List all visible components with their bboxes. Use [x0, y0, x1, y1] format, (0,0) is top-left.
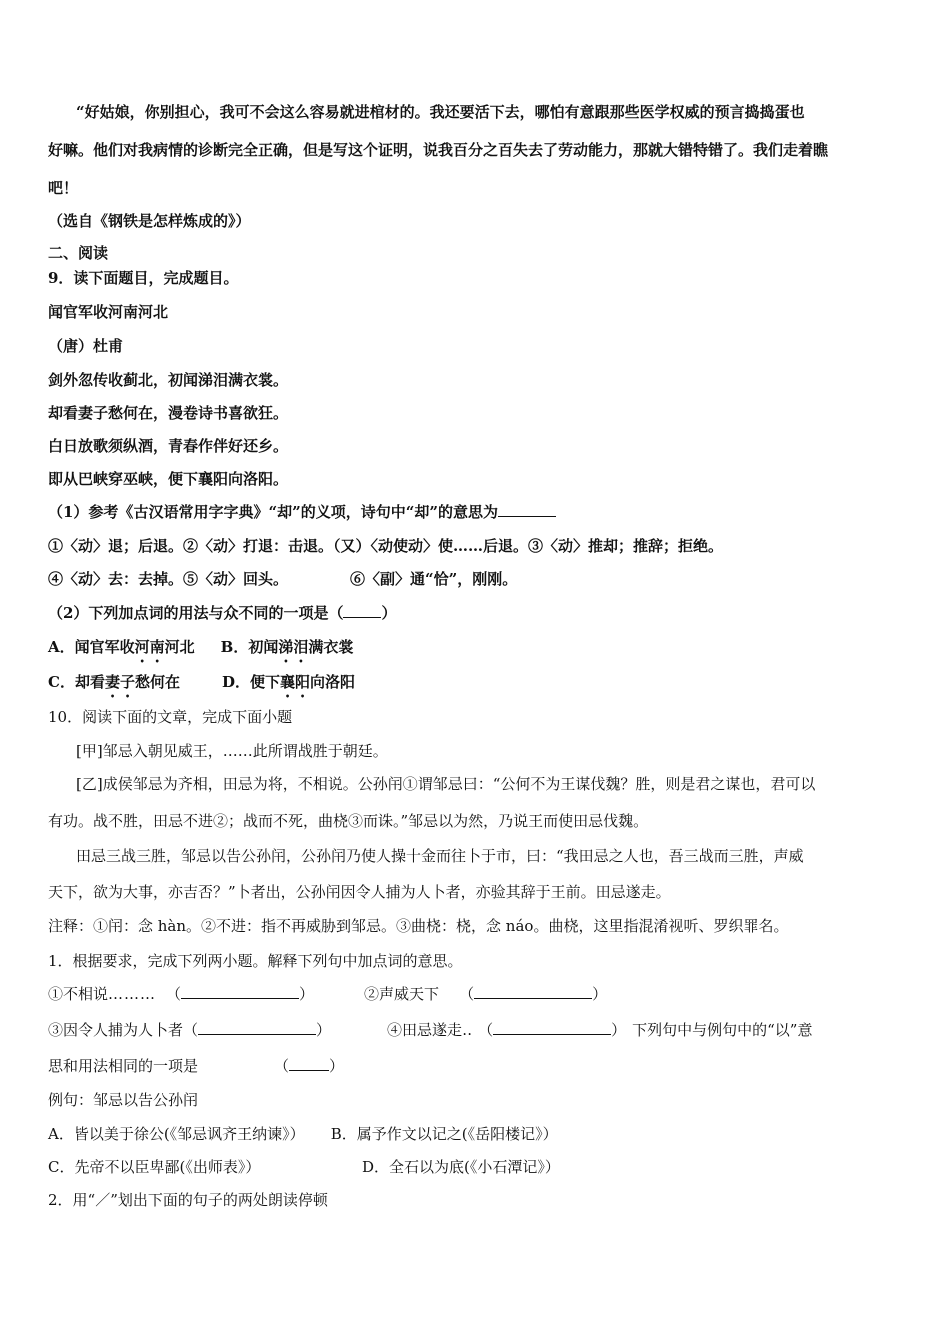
meanings-line-2 [48, 569, 906, 589]
poem-line: 剑外忽传收蓟北，初闻涕泪满衣裳。 [48, 371, 289, 389]
q10-stem: 10．阅读下面的文章，完成下面小题 [48, 708, 293, 726]
item-1-stem: 1．根据要求，完成下列两小题。解释下列句中加点词的意思。 [48, 952, 463, 970]
passage-jia: [甲]邹忌入朝见威王，……此所谓战胜于朝廷。 [76, 742, 388, 760]
item-1-continuation-2: 思和用法相同的一项是 [48, 1057, 199, 1075]
poem-line: 即从巴峡穿巫峡，便下襄阳向洛阳。 [48, 470, 289, 488]
answer-blank[interactable] [198, 1020, 316, 1035]
poem-line: 却看妻子愁何在，漫卷诗书喜欲狂。 [48, 404, 289, 422]
paren: ） [611, 1021, 627, 1039]
q9-sub1-text: （1）参考《古汉语常用字字典》“却”的义项，诗句中“却”的意思为 [48, 503, 498, 521]
option-c-post: 愁何在 [134, 673, 180, 691]
q10-options-cd [48, 1157, 906, 1177]
q9-sub2 [48, 603, 906, 623]
q9-stem: 9．读下面题目，完成题目。 [48, 269, 239, 287]
paren: ） [299, 985, 315, 1003]
passage-yi-line-2: 有功。战不胜，田忌不进②；战而不死，曲桡③而诛。”邹忌以为然，乃说王而使田忌伐魏。 [48, 812, 649, 830]
option-c-pre: C．却看 [48, 673, 105, 691]
answer-blank[interactable] [181, 984, 299, 999]
option-d[interactable]: D．全石以为底(《小石潭记》） [362, 1158, 560, 1176]
q9-sub2-text: （2）下列加点词的用法与众不同的一项是（ [48, 604, 344, 622]
quote-line-3: 吧！ [48, 179, 79, 197]
option-c[interactable] [48, 673, 180, 691]
meanings-line-1: ①〈动〉退；后退。②〈动〉打退：击退。（又）〈动使动〉使……后退。③〈动〉推却；推辞；拒绝。 [48, 537, 724, 555]
answer-blank[interactable] [343, 603, 381, 618]
option-b-pre: B．初闻 [220, 638, 279, 656]
answer-blank[interactable] [474, 984, 592, 999]
poem-title: 闻官军收河南河北 [48, 303, 169, 321]
option-d-post: 向洛阳 [310, 673, 356, 691]
example-sentence: 例句：邹忌以告公孙闬 [48, 1091, 199, 1109]
option-b-post: 满衣裳 [308, 638, 354, 656]
word-4-dots: ‥ [462, 1021, 473, 1039]
paren: （ [478, 1021, 494, 1039]
answer-blank[interactable] [289, 1056, 329, 1071]
poem-author: （唐）杜甫 [48, 337, 124, 355]
item-2-stem: 2．用“／”划出下面的句子的两处朗读停顿 [48, 1191, 328, 1209]
paren: （ [459, 985, 475, 1003]
answer-blank[interactable] [493, 1020, 611, 1035]
paren: ） [329, 1057, 345, 1075]
meanings-part-a: ④〈动〉去：去掉。⑤〈动〉回头。 [48, 570, 289, 588]
word-1-dots: ……… [108, 985, 157, 1003]
option-a[interactable]: A．皆以美于徐公(《邹忌讽齐王纳谏》） [48, 1125, 305, 1143]
option-b[interactable]: B．属予作文以记之(《岳阳楼记》） [330, 1125, 558, 1143]
word-4: ④田忌遂走 [387, 1021, 463, 1039]
quote-line-1: “好姑娘，你别担心，我可不会这么容易就进棺材的。我还要活下去，哪怕有意跟那些医学权威的预言捣捣蛋也 [76, 103, 805, 121]
q9-options-ab [48, 637, 906, 666]
words-row-3 [48, 1056, 906, 1076]
paren: ） [592, 985, 608, 1003]
option-b-dotted: 涕泪 [278, 638, 309, 656]
q9-sub1 [48, 502, 906, 522]
item-1-continuation: 下列句中与例句中的“以”意 [632, 1021, 813, 1039]
passage-p3-line-2: 天下，欲为大事，亦吉否？”卜者出，公孙闬因令人捕为人卜者，亦验其辞于王前。田忌遂走。 [48, 883, 671, 901]
option-a-pre: A．闻官军收 [48, 638, 135, 656]
option-b[interactable] [221, 638, 354, 656]
meanings-part-b: ⑥〈副〉通“恰”，刚刚。 [350, 570, 518, 588]
passage-yi-line-1: [乙]成侯邹忌为齐相，田忌为将，不相说。公孙闬①谓邹忌曰：“公何不为王谋伐魏？胜，则是君之谋也，君可以 [76, 775, 816, 793]
paren: ） [316, 1021, 332, 1039]
words-row-1 [48, 984, 906, 1004]
word-2: ②声威天下 [364, 985, 440, 1003]
option-d-pre: D．便下 [221, 673, 280, 691]
quote-line-2: 好嘛。他们对我病情的诊断完全正确，但是写这个证明，说我百分之百失去了劳动能力，那就大错特错了。我们走着瞧 [48, 141, 829, 159]
q10-options-ab [48, 1124, 906, 1144]
option-a-dotted: 河南 [134, 638, 165, 656]
q9-options-cd [48, 672, 906, 701]
option-a[interactable] [48, 638, 195, 656]
option-d-dotted: 襄阳 [280, 673, 311, 691]
option-d[interactable] [222, 673, 355, 691]
paren: （ [274, 1057, 290, 1075]
poem-line: 白日放歌须纵酒，青春作伴好还乡。 [48, 437, 289, 455]
passage-p3-line-1: 田忌三战三胜，邹忌以告公孙闬，公孙闬乃使人操十金而往卜于市，曰：“我田忌之人也，吾三战而三胜，声威 [76, 847, 804, 865]
answer-blank[interactable] [498, 502, 556, 517]
q9-sub2-close: ） [381, 604, 397, 622]
notes: 注释：①闬：念 hàn。②不进：指不再威胁到邹忌。③曲桡：桡，念 náo。曲桡，这里指混淆视听、罗织罪名。 [48, 917, 789, 935]
paren: （ [166, 985, 182, 1003]
paren: （ [183, 1021, 199, 1039]
option-a-post: 河北 [164, 638, 195, 656]
option-c[interactable]: C．先帝不以臣卑鄙(《出师表》） [48, 1158, 261, 1176]
word-1: ①不相说 [48, 985, 109, 1003]
word-3: ③因令人捕为人卜者 [48, 1021, 184, 1039]
quote-source: （选自《钢铁是怎样炼成的》） [48, 212, 251, 230]
section-title: 二、阅读 [48, 244, 109, 262]
words-row-2 [48, 1020, 906, 1040]
option-c-dotted: 妻子 [104, 673, 135, 691]
